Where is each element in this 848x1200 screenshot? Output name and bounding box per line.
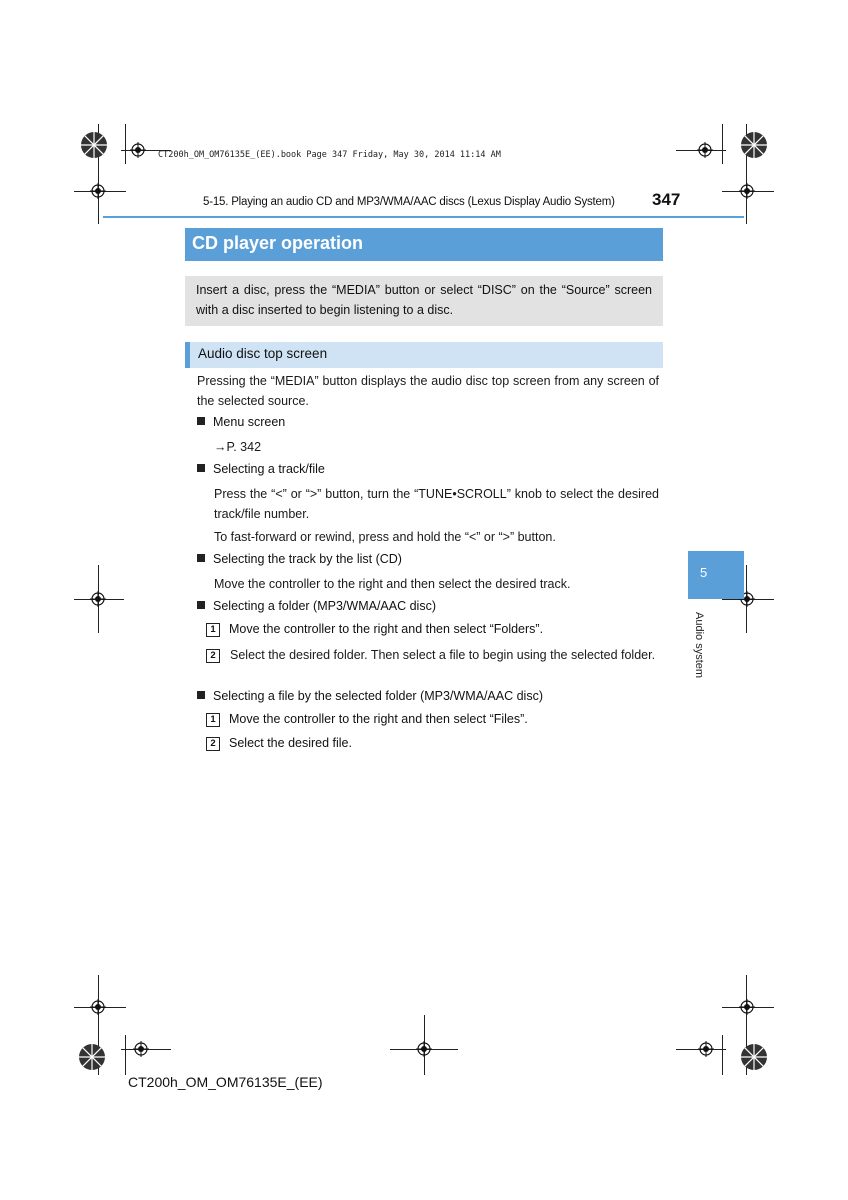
registration-mark-icon <box>416 1041 432 1057</box>
bullet-file-by-folder <box>197 689 543 703</box>
page-title: CD player operation <box>192 233 364 253</box>
bullet-track-by-list <box>197 552 402 566</box>
registration-mark-icon <box>90 183 106 199</box>
folder-step-2 <box>206 646 659 666</box>
registration-mark-icon <box>698 1041 714 1057</box>
page-number: 347 <box>652 190 681 209</box>
registration-mark-icon <box>90 591 106 607</box>
crop-line <box>125 124 126 164</box>
page-reference: →P. 342 <box>214 440 262 454</box>
registration-mark-icon <box>739 999 755 1015</box>
color-target-icon <box>740 1043 768 1071</box>
subsection-title: Audio disc top screen <box>198 346 328 361</box>
bullet-square-icon <box>197 601 205 609</box>
bullet-square-icon <box>197 691 205 699</box>
section-header: 5-15. Playing an audio CD and MP3/WMA/AAC discs (Lexus Display Audio System) <box>203 196 615 208</box>
bullet-square-icon <box>197 417 205 425</box>
subsection-accent <box>185 342 190 368</box>
registration-mark-icon <box>697 142 713 158</box>
step-text: Select the desired file. <box>229 736 352 750</box>
track-list-instruction: Move the controller to the right and then select the desired track. <box>214 577 571 591</box>
crop-line <box>722 124 723 164</box>
bullet-title: Selecting a folder (MP3/WMA/AAC disc) <box>213 599 436 613</box>
folder-step-1 <box>206 622 543 637</box>
bullet-square-icon <box>197 464 205 472</box>
chapter-label: Audio system <box>693 612 705 679</box>
color-target-icon <box>740 131 768 159</box>
intro-text: Insert a disc, press the “MEDIA” button or select “DISC” on the “Source” screen with a disc inserted to begin listening to a disc. <box>196 283 652 317</box>
step-text: Move the controller to the right and then select “Files”. <box>229 712 528 726</box>
bullet-title: Selecting the track by the list (CD) <box>213 552 402 566</box>
crop-line <box>125 1035 126 1075</box>
file-step-1 <box>206 712 528 727</box>
bullet-title: Menu screen <box>213 415 286 429</box>
footer-code: CT200h_OM_OM76135E_(EE) <box>128 1074 323 1090</box>
crop-line <box>722 1035 723 1075</box>
registration-mark-icon <box>130 142 146 158</box>
registration-mark-icon <box>133 1041 149 1057</box>
bullet-selecting-folder <box>197 599 436 613</box>
step-text: Select the desired folder. Then select a file to begin using the selected folder. <box>230 648 656 662</box>
step-number: 1 <box>206 713 220 727</box>
registration-mark-icon <box>90 999 106 1015</box>
color-target-icon <box>78 1043 106 1071</box>
intro-box <box>185 276 663 326</box>
step-number: 2 <box>206 649 220 663</box>
step-number: 2 <box>206 737 220 751</box>
title-bar <box>185 228 663 261</box>
color-target-icon <box>80 131 108 159</box>
track-instruction: Press the “<” or “>” button, turn the “TUNE•SCROLL” knob to select the desired track/file number. <box>214 487 659 521</box>
bullet-menu-screen <box>197 415 285 429</box>
step-text: Move the controller to the right and then select “Folders”. <box>229 622 544 636</box>
registration-mark-icon <box>739 183 755 199</box>
file-step-2 <box>206 736 352 751</box>
chapter-number: 5 <box>700 565 708 580</box>
fast-forward-instruction: To fast-forward or rewind, press and hold the “<” or “>” button. <box>214 530 556 544</box>
header-rule <box>103 216 744 218</box>
chapter-tab <box>688 551 744 599</box>
bullet-square-icon <box>197 554 205 562</box>
step-number: 1 <box>206 623 220 637</box>
bullet-selecting-track <box>197 462 325 476</box>
book-info-line: CT200h_OM_OM76135E_(EE).book Page 347 Friday, May 30, 2014 11:14 AM <box>158 150 501 160</box>
subsection-description: Pressing the “MEDIA” button displays the audio disc top screen from any screen of the selected source. <box>197 374 659 408</box>
subsection-bar <box>185 342 663 368</box>
bullet-title: Selecting a track/file <box>213 462 325 476</box>
bullet-title: Selecting a file by the selected folder (MP3/WMA/AAC disc) <box>213 689 543 703</box>
